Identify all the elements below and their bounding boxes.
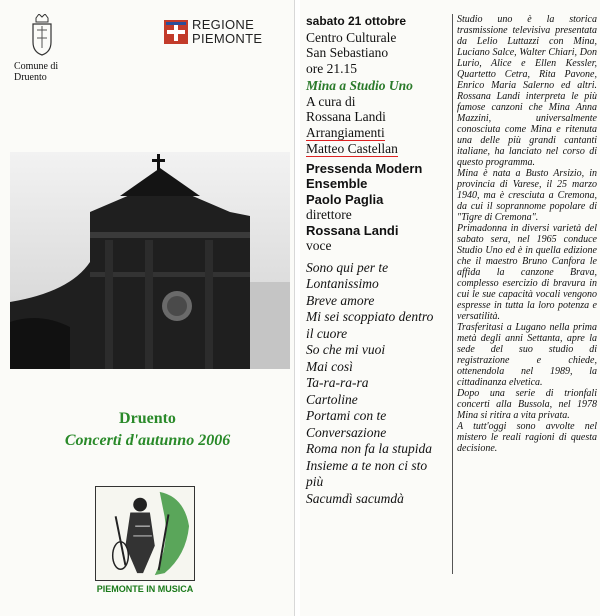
comune-name: Comune di Druento: [14, 61, 59, 83]
song-item: So che mi vuoi: [306, 342, 386, 357]
biography-column: [457, 14, 597, 454]
regione-header: [162, 14, 282, 54]
program-panel: [300, 0, 600, 616]
music-logo-caption: PIEMONTE IN MUSICA: [96, 584, 194, 594]
arrangements-label: Arrangiamenti: [306, 124, 385, 140]
venue-line-1: Centro Culturale: [306, 29, 397, 45]
song-item: Mai così: [306, 358, 353, 374]
concert-series-title: Concerti d'autunno 2006: [64, 432, 231, 449]
bio-paragraph: Trasferitasi a Lugano nella prima metà degli anni Settanta, apre la sede del suo studio di registrazione e chiede, ottenendola nel 1989, la cittadinanza elvetica.: [457, 322, 597, 388]
song-item: Portami con te: [306, 408, 387, 423]
song-item: Roma non fa la stupida: [306, 441, 433, 456]
song-item: il cuore: [306, 325, 348, 341]
venue-line-2: San Sebastiano: [306, 45, 389, 60]
comune-header: [14, 14, 84, 83]
song-item: più: [306, 474, 324, 489]
director-name: Paolo Paglia: [306, 191, 384, 207]
program-column: [306, 14, 458, 507]
druento-title: Druento: [119, 410, 176, 427]
column-divider: [452, 14, 453, 574]
singer-name: Rossana Landi: [306, 222, 399, 238]
song-item: Cartoline: [306, 391, 358, 407]
regione-name: REGIONE PIEMONTE: [192, 17, 263, 46]
event-time: ore 21.15: [306, 60, 357, 76]
song-item: Conversazione: [306, 424, 387, 440]
bio-paragraph: Mina è nata a Busto Arsizio, in provincia di Varese, il 25 marzo 1940, ma è cresciuta a Cremona, da cui il soprannome popolare di "Tigre di Cremona".: [457, 168, 597, 223]
arrangements-name: Matteo Castellan: [306, 140, 398, 156]
director-role: direttore: [306, 207, 352, 222]
bio-paragraph: Studio uno è la storica trasmissione televisiva presentata da Lelio Luttazzi con Mina, Luciano Salce, Walter Chiari, Don Lurio, Alice e Ellen Kessler, Quartetto Cetra, Rita Pavone, Enrico Maria Salerno ed altri. Rossana Landi interpreta le più famose canzoni che Mina Anna Mazzini, universalmente conosciuta come Mina e ritenuta una delle più grandi cantanti italiane, ha lanciato nel corso di questo programma.: [457, 14, 597, 168]
song-item: Sacumdì sacumdà: [306, 490, 404, 506]
song-item: Mi sei scoppiato dentro: [306, 309, 434, 324]
song-item: Sono qui per te: [306, 259, 389, 275]
bio-paragraph: Primadonna in diversi varietà del sabato sera, nel 1965 conduce Studio Uno ed è in quella edizione che il maestro Bruno Canfora le affida la canzone Brava, complesso esercizio di bravura in cui le sue capacità vocali vengono espresse in tutta la loro potenza e versatilità.: [457, 223, 597, 322]
piemonte-in-musica-logo: [95, 486, 195, 581]
curated-name: Rossana Landi: [306, 109, 386, 124]
ensemble-line-1: Pressenda Modern: [306, 160, 423, 176]
song-item: Lontanissimo: [306, 276, 379, 291]
event-date: sabato 21 ottobre: [306, 14, 407, 28]
church-photo: [10, 152, 290, 369]
song-item: Ta-ra-ra-ra: [306, 375, 369, 390]
show-title: Mina a Studio Uno: [306, 78, 413, 93]
song-item: Breve amore: [306, 292, 375, 308]
singer-role: voce: [306, 238, 332, 253]
song-item: Insieme a te non ci sto: [306, 457, 428, 473]
bio-paragraph: Dopo una serie di trionfali concerti alla Bussola, nel 1978 Mina si ritira a vita privata.: [457, 388, 597, 421]
comune-crest-icon: [30, 14, 54, 56]
cover-panel: [0, 0, 295, 616]
bio-paragraph: A tutt'oggi sono avvolte nel mistero le reali ragioni di questa decisione.: [457, 421, 597, 454]
regione-flag-icon: [164, 20, 188, 44]
ensemble-line-2: Ensemble: [306, 176, 368, 191]
song-list: [306, 260, 458, 508]
curated-label: A cura di: [306, 93, 356, 109]
